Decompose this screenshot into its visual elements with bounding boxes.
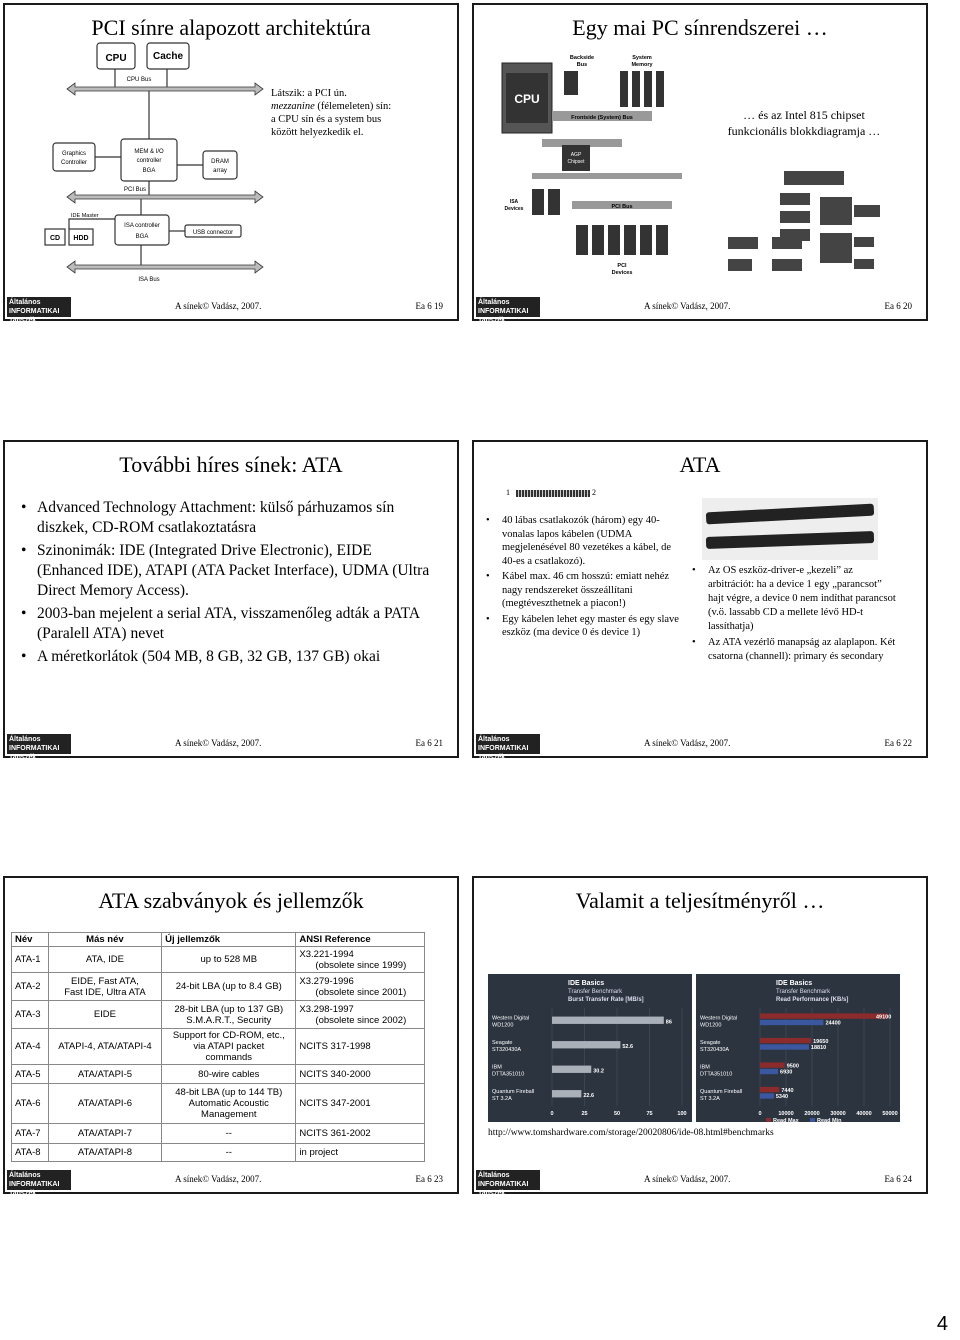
slide-22 xyxy=(472,440,928,761)
table-cell: ATA-2 xyxy=(12,973,49,1001)
bar xyxy=(552,1041,620,1048)
table-cell: X3.298-1997 (obsolete since 2002) xyxy=(296,1001,425,1029)
table-cell: ATA/ATAPI-8 xyxy=(48,1144,161,1162)
slide-title: ATA szabványok és jellemzők xyxy=(98,888,364,913)
legend-entry: Read Min xyxy=(817,1118,842,1124)
data-label: 86 xyxy=(665,1019,672,1026)
diagram-isa-label-2: BGA xyxy=(135,234,149,240)
category-label: ST320430A xyxy=(700,1046,730,1053)
bullet-item: • Kábel max. 46 cm hosszú: emiatt nehéz nagy rendszereket összeállítani (megtéveszthetnek a piacon!) xyxy=(484,570,680,611)
table-header-cell: ANSI Reference xyxy=(296,933,425,947)
x-tick-label: 40000 xyxy=(856,1111,872,1117)
table-cell: ATA-7 xyxy=(12,1124,49,1144)
diagram-isa-label-2: Devices xyxy=(504,206,524,212)
diagram-mem-label-2: controller xyxy=(136,158,162,164)
category-label: ST 3.2A xyxy=(700,1095,720,1102)
table-cell: EIDE, Fast ATA, Fast IDE, Ultra ATA xyxy=(48,973,161,1001)
bar xyxy=(760,1087,779,1092)
table-cell: ATA-3 xyxy=(12,1001,49,1029)
diagram-frontside-label: Frontside (System) Bus xyxy=(571,115,633,121)
slide-21 xyxy=(3,440,459,761)
right-bullet-list xyxy=(690,564,896,664)
bar xyxy=(760,1069,778,1074)
footer-slide-number: Ea 6 23 xyxy=(415,1174,443,1184)
diagram-mem-label-3: BGA xyxy=(142,168,156,174)
category-label: DTTA351010 xyxy=(492,1071,525,1078)
table-cell: 28-bit LBA (up to 137 GB) S.M.A.R.T., Security xyxy=(162,1001,296,1029)
legend-swatch xyxy=(766,1118,771,1122)
slide-footer xyxy=(474,732,926,761)
table-header-cell: Új jellemzők xyxy=(162,933,296,947)
category-label: Western Digital xyxy=(700,1015,738,1022)
slide-footer xyxy=(474,295,926,324)
burst-transfer-chart xyxy=(488,974,692,1122)
table-row xyxy=(12,1065,425,1084)
category-label: IBM xyxy=(700,1064,710,1071)
bullet-item: • Szinonimák: IDE (Integrated Drive Electronic), EIDE (Enhanced IDE), ATAPI (ATA Packet Interface), UDMA (Ultra Direct Memory Access). xyxy=(19,541,441,601)
diagram-dram-label-1: DRAM xyxy=(211,159,229,165)
slide-footer xyxy=(5,295,457,324)
footer-slide-number: Ea 6 20 xyxy=(884,301,912,311)
diagram-pci-bus-label: PCI Bus xyxy=(611,204,633,210)
diagram-agp-label-2: Chipset xyxy=(567,159,585,165)
table-cell: ATA, IDE xyxy=(48,947,161,973)
slide-title: PCI sínre alapozott architektúra xyxy=(91,15,371,40)
bar xyxy=(760,1013,888,1018)
bullet-item: • Egy kábelen lehet egy master és egy slave eszköz (ma device 0 és device 1) xyxy=(484,613,680,640)
diagram-cache-label: Cache xyxy=(152,51,184,62)
data-label: 5340 xyxy=(775,1094,789,1101)
slide-note: … és az Intel 815 chipset funkcionális blokkdiagramja … xyxy=(727,108,881,138)
diagram-cd-label: CD xyxy=(49,235,61,242)
data-label: 18810 xyxy=(810,1045,827,1052)
diagram-isa-bus-label: ISA Bus xyxy=(138,277,160,283)
table-cell: ATA/ATAPI-5 xyxy=(48,1065,161,1084)
diagram-cpu-bus-label: CPU Bus xyxy=(126,77,152,83)
legend-entry: Read Max xyxy=(773,1118,799,1124)
footer-copyright: A sínek© Vadász, 2007. xyxy=(175,1174,262,1184)
diagram-sysmem-label-1: System xyxy=(632,55,652,61)
x-tick-label: 0 xyxy=(758,1111,762,1117)
bullet-list xyxy=(19,498,441,667)
table-cell: ATA-5 xyxy=(12,1065,49,1084)
footer-slide-number: Ea 6 24 xyxy=(884,1174,912,1184)
connector-image: 1 2 xyxy=(506,488,596,497)
table-cell: ATAPI-4, ATA/ATAPI-4 xyxy=(48,1029,161,1065)
chart-subtitle: Transfer Benchmark xyxy=(776,989,831,995)
ribbon-cable-image xyxy=(702,498,878,560)
table-cell: -- xyxy=(162,1124,296,1144)
diagram-ide-master-label: IDE Master xyxy=(71,213,99,219)
slide-note: Látszik: a PCI ún. mezzanine (félemeleten) sín: a CPU sín és a system bus között helyezkedik el. xyxy=(271,88,392,138)
data-label: 7440 xyxy=(781,1087,794,1094)
category-label: WD1200 xyxy=(492,1022,514,1029)
data-label: 9500 xyxy=(786,1063,799,1070)
table-header-cell: Név xyxy=(12,933,49,947)
page-number: 4 xyxy=(936,1313,948,1335)
intel-815-block-diagram xyxy=(724,167,884,277)
bar xyxy=(552,1017,664,1024)
pc-bus-diagram xyxy=(502,53,682,283)
department-logo: Általános INFORMATIKAI Tanszék xyxy=(476,297,540,317)
pci-architecture-diagram xyxy=(45,39,285,309)
category-label: WD1200 xyxy=(700,1022,722,1029)
bullet-item: • 40 lábas csatlakozók (három) egy 40- vonalas lapos kábelen (UDMA megjelenésével 80 vezetékes a kábel, de 40-es a csatlakozó). xyxy=(484,514,680,568)
diagram-agp-label-1: AGP xyxy=(570,152,582,158)
table-cell: Support for CD-ROM, etc., via ATAPI packet commands xyxy=(162,1029,296,1065)
bar xyxy=(760,1093,774,1098)
table-row xyxy=(12,947,425,973)
legend-swatch xyxy=(810,1118,815,1122)
table-cell: up to 528 MB xyxy=(162,947,296,973)
pci-bus-arrow xyxy=(67,191,263,203)
footer-slide-number: Ea 6 19 xyxy=(415,301,443,311)
chart-title: IDE Basics xyxy=(568,980,605,987)
department-logo: Általános INFORMATIKAI Tanszék xyxy=(7,297,71,317)
category-label: Quantum Fireball xyxy=(492,1088,535,1095)
cpu-bus-arrow xyxy=(67,83,263,95)
table-row xyxy=(12,1029,425,1065)
isa-controller-box xyxy=(115,215,169,245)
department-logo: Általános INFORMATIKAI Tanszék xyxy=(476,1170,540,1190)
table-cell: NCITS 317-1998 xyxy=(296,1029,425,1065)
data-label: 24400 xyxy=(825,1020,841,1027)
table-cell: ATA/ATAPI-7 xyxy=(48,1124,161,1144)
diagram-cpu-label: CPU xyxy=(105,53,127,64)
x-tick-label: 30000 xyxy=(830,1111,846,1117)
slide-23 xyxy=(3,876,459,1197)
chart-axis-label: Burst Transfer Rate [MB/s] xyxy=(568,997,644,1003)
diagram-isa-label-1: ISA xyxy=(509,199,519,205)
table-row xyxy=(12,973,425,1001)
table-cell: X3.221-1994 (obsolete since 1999) xyxy=(296,947,425,973)
bar xyxy=(760,1044,809,1049)
footer-copyright: A sínek© Vadász, 2007. xyxy=(175,301,262,311)
slide-footer xyxy=(5,732,457,761)
table-row xyxy=(12,1001,425,1029)
category-label: Seagate xyxy=(700,1039,721,1046)
table-row xyxy=(12,1144,425,1162)
read-performance-chart xyxy=(696,974,900,1122)
category-label: Seagate xyxy=(492,1039,513,1046)
table-cell: 24-bit LBA (up to 8.4 GB) xyxy=(162,973,296,1001)
department-logo: Általános INFORMATIKAI Tanszék xyxy=(7,734,71,754)
bullet-item: • Az ATA vezérlő manapság az alaplapon. Két csatorna (channell): primary és secondary xyxy=(690,636,896,664)
x-tick-label: 25 xyxy=(581,1111,588,1117)
table-cell: ATA-4 xyxy=(12,1029,49,1065)
slide-title: Egy mai PC sínrendszerei … xyxy=(572,15,828,40)
chart-title: IDE Basics xyxy=(776,980,813,987)
department-logo: Általános INFORMATIKAI Tanszék xyxy=(7,1170,71,1190)
diagram-mem-label-1: MEM & I/O xyxy=(134,149,164,155)
footer-copyright: A sínek© Vadász, 2007. xyxy=(644,301,731,311)
diagram-backside-label-2: Bus xyxy=(576,62,588,68)
isa-bus-arrow xyxy=(67,261,263,273)
slide-title: ATA xyxy=(679,452,721,477)
department-logo: Általános INFORMATIKAI Tanszék xyxy=(476,734,540,754)
diagram-hdd-label: HDD xyxy=(73,235,89,242)
category-label: IBM xyxy=(492,1064,502,1071)
footer-slide-number: Ea 6 21 xyxy=(415,738,443,748)
slide-19 xyxy=(3,3,459,324)
diagram-backside-label-1: Backside xyxy=(569,55,595,61)
diagram-cpu-label: CPU xyxy=(514,92,540,106)
bar xyxy=(552,1090,581,1097)
left-bullet-list xyxy=(484,514,680,640)
slide-footer xyxy=(5,1168,457,1197)
table-cell: NCITS 361-2002 xyxy=(296,1124,425,1144)
diagram-pci-bus-label: PCI Bus xyxy=(123,187,147,193)
table-cell: NCITS 340-2000 xyxy=(296,1065,425,1084)
table-row xyxy=(12,1084,425,1124)
category-label: ST320430A xyxy=(492,1046,522,1053)
slide-24 xyxy=(472,876,928,1197)
table-cell: ATA-8 xyxy=(12,1144,49,1162)
slide-20 xyxy=(472,3,928,324)
x-tick-label: 50000 xyxy=(882,1111,898,1117)
data-label: 22.6 xyxy=(583,1092,595,1099)
category-label: Quantum Fireball xyxy=(700,1088,743,1095)
table-cell: ATA-6 xyxy=(12,1084,49,1124)
bullet-item: • Az OS eszköz-driver-e „kezeli” az arbitrációt: ha a device 1 egy „parancsot” hajt végre, a device 0 nem indíthat parancsot (v.ö. lassabb CD a mellete lévő HD-t lassíthatja) xyxy=(690,564,896,634)
table-cell: EIDE xyxy=(48,1001,161,1029)
dram-box xyxy=(203,151,237,179)
x-tick-label: 20000 xyxy=(804,1111,820,1117)
x-tick-label: 100 xyxy=(677,1111,687,1117)
bullet-item: • A méretkorlátok (504 MB, 8 GB, 32 GB, 137 GB) okai xyxy=(19,647,441,667)
diagram-graphics-label-2: Controller xyxy=(60,160,88,166)
diagram-dram-label-2: array xyxy=(213,168,227,174)
x-tick-label: 50 xyxy=(613,1111,621,1117)
table-cell: NCITS 347-2001 xyxy=(296,1084,425,1124)
slide-title: További híres sínek: ATA xyxy=(119,452,343,477)
data-label: 19650 xyxy=(813,1038,829,1045)
benchmark-url[interactable]: http://www.tomshardware.com/storage/20020806/ide-08.html#benchmarks xyxy=(488,1128,774,1138)
chart-subtitle: Transfer Benchmark xyxy=(568,989,623,995)
x-tick-label: 10000 xyxy=(778,1111,794,1117)
bar xyxy=(760,1062,785,1067)
table-cell: ATA/ATAPI-6 xyxy=(48,1084,161,1124)
data-label: 6930 xyxy=(780,1069,793,1076)
table-cell: 80-wire cables xyxy=(162,1065,296,1084)
chart-axis-label: Read Performance [KB/s] xyxy=(776,997,849,1003)
slide-title: Valamit a teljesítményről … xyxy=(575,888,825,913)
data-label: 52.6 xyxy=(622,1043,634,1050)
x-tick-label: 0 xyxy=(550,1111,554,1117)
bar xyxy=(760,1038,811,1043)
table-row xyxy=(12,1124,425,1144)
footer-copyright: A sínek© Vadász, 2007. xyxy=(644,738,731,748)
ata-standards-table xyxy=(11,932,425,1162)
bar xyxy=(552,1066,591,1073)
category-label: DTTA351010 xyxy=(700,1071,733,1078)
data-label: 49100 xyxy=(876,1014,892,1021)
diagram-graphics-label-1: Graphics xyxy=(61,151,87,157)
graphics-box xyxy=(53,143,95,171)
bullet-item: • 2003-ban mejelent a serial ATA, visszamenőleg adták a PATA (Paralell ATA) nevet xyxy=(19,604,441,644)
category-label: Western Digital xyxy=(492,1015,530,1022)
table-cell: ATA-1 xyxy=(12,947,49,973)
footer-copyright: A sínek© Vadász, 2007. xyxy=(644,1174,731,1184)
table-cell: 48-bit LBA (up to 144 TB) Automatic Acoustic Management xyxy=(162,1084,296,1124)
diagram-isa-label-1: ISA controller xyxy=(124,223,160,229)
diagram-sysmem-label-2: Memory xyxy=(631,62,653,68)
footer-slide-number: Ea 6 22 xyxy=(884,738,912,748)
data-label: 30.2 xyxy=(593,1068,604,1075)
diagram-pci-label-1: PCI xyxy=(617,263,627,269)
table-cell: -- xyxy=(162,1144,296,1162)
bar xyxy=(760,1020,823,1025)
table-header-cell: Más név xyxy=(48,933,161,947)
x-tick-label: 75 xyxy=(646,1111,653,1117)
diagram-pci-label-2: Devices xyxy=(611,270,633,276)
diagram-usb-label: USB connector xyxy=(192,230,234,236)
footer-copyright: A sínek© Vadász, 2007. xyxy=(175,738,262,748)
table-cell: X3.279-1996 (obsolete since 2001) xyxy=(296,973,425,1001)
category-label: ST 3.2A xyxy=(492,1095,512,1102)
table-cell: in project xyxy=(296,1144,425,1162)
slide-footer xyxy=(474,1168,926,1197)
bullet-item: • Advanced Technology Attachment: külső párhuzamos sín diszkek, CD-ROM csatlakoztatásra xyxy=(19,498,441,538)
